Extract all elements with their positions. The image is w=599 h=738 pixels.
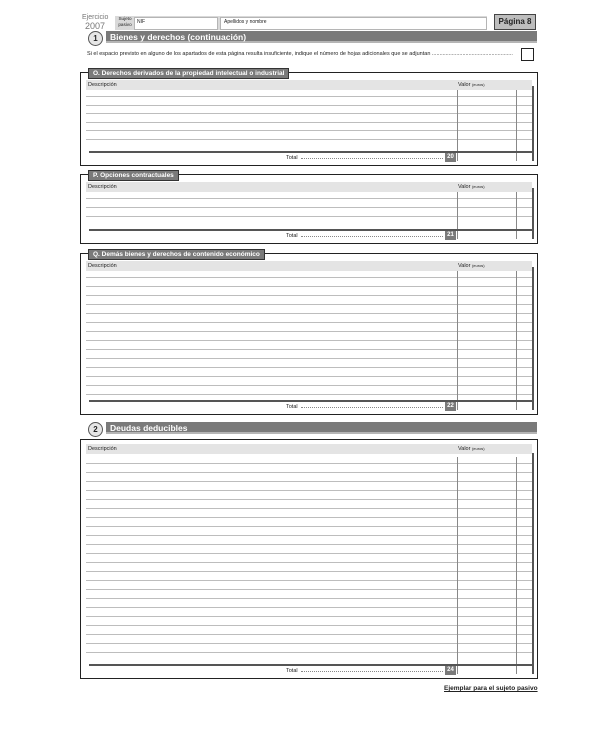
sujeto-pasivo-label: Sujeto pasivo: [118, 16, 132, 27]
entry-row-line: [86, 385, 532, 386]
entry-row-line: [86, 394, 532, 395]
entry-row-line: [86, 598, 532, 599]
section-2-title: Deudas deducibles: [106, 422, 537, 434]
entry-row-line: [86, 508, 532, 509]
page-number: Página 8: [494, 14, 536, 30]
value-column-edge: [532, 267, 534, 410]
section-2-header: [88, 422, 539, 436]
entry-row-line: [86, 367, 532, 368]
value-column-edge: [532, 453, 534, 674]
table-o-box-number: 20: [445, 153, 456, 162]
value-header: [458, 263, 485, 269]
entry-row-line: [86, 113, 532, 114]
debts-box-number: 24: [445, 666, 456, 675]
entry-row-line: [86, 340, 532, 341]
value-unit: (euros): [471, 446, 485, 451]
entry-row-line: [86, 277, 532, 278]
description-header: Descripción: [88, 184, 117, 190]
entry-row-line: [86, 526, 532, 527]
entry-row-line: [86, 207, 532, 208]
description-header: Descripción: [88, 263, 117, 269]
additional-sheets-notice: Si el espacio previsto en alguno de los apartados de esta página resulta insuficiente, indique el número de hojas adicionales que se adjuntan .....................................................: [87, 51, 513, 57]
name-label: Apellidos y nombre: [224, 19, 267, 25]
entry-row-line: [86, 130, 532, 131]
entry-row-line: [86, 322, 532, 323]
debts-total-label: Total: [286, 668, 298, 674]
entry-row-line: [86, 198, 532, 199]
value-column-divider: [457, 457, 458, 674]
entry-row-line: [86, 105, 532, 106]
table-q-panel: [80, 253, 538, 415]
table-p-total-leader: [301, 236, 443, 237]
section-2-number: 2: [88, 422, 103, 437]
value-header-text: Valor: [458, 446, 471, 452]
cents-column-divider: [516, 457, 517, 674]
entry-row-line: [86, 544, 532, 545]
debts-panel: [80, 439, 538, 679]
table-p-title: P. Opciones contractuales: [88, 170, 179, 181]
entry-row-line: [86, 580, 532, 581]
table-p-total-label: Total: [286, 233, 298, 239]
cents-column-divider: [516, 271, 517, 410]
entry-row-line: [86, 122, 532, 123]
table-o-panel: [80, 72, 538, 166]
entry-row-line: [86, 313, 532, 314]
table-q-box-number: 22: [445, 402, 456, 411]
entry-row-line: [86, 499, 532, 500]
debts-column-header: [86, 444, 532, 454]
additional-sheets-input[interactable]: [521, 48, 534, 61]
description-header: Descripción: [88, 82, 117, 88]
total-rule: [89, 400, 533, 402]
table-o-column-header: [86, 80, 532, 90]
cents-column-divider: [516, 192, 517, 239]
nif-label: NIF: [137, 19, 146, 25]
table-o-total-label: Total: [286, 155, 298, 161]
entry-row-line: [86, 625, 532, 626]
value-header-text: Valor: [458, 184, 471, 190]
value-header: [458, 184, 485, 190]
total-rule: [89, 229, 533, 231]
entry-row-line: [86, 331, 532, 332]
entry-row-line: [86, 589, 532, 590]
value-header: [458, 82, 485, 88]
ejercicio-label: Ejercicio: [82, 14, 109, 21]
entry-row-line: [86, 139, 532, 140]
table-p-box-number: 21: [445, 231, 456, 240]
entry-row-line: [86, 349, 532, 350]
value-column-divider: [457, 192, 458, 239]
copy-footer: Ejemplar para el sujeto pasivo: [444, 685, 538, 692]
total-rule: [89, 151, 533, 153]
year-label: 2007: [85, 21, 106, 31]
description-header: Descripción: [88, 446, 117, 452]
nif-field[interactable]: [134, 17, 218, 30]
entry-row-line: [86, 553, 532, 554]
value-column-edge: [532, 188, 534, 239]
entry-row-line: [86, 562, 532, 563]
table-q-title: Q. Demás bienes y derechos de contenido económico: [88, 249, 265, 260]
entry-row-line: [86, 472, 532, 473]
value-unit: (euros): [471, 184, 485, 189]
section-1-header: [88, 31, 539, 45]
value-header: [458, 446, 485, 452]
entry-row-line: [86, 463, 532, 464]
debts-total-leader: [301, 671, 443, 672]
value-column-divider: [457, 271, 458, 410]
entry-row-line: [86, 490, 532, 491]
entry-row-line: [86, 376, 532, 377]
table-o-total-leader: [301, 158, 443, 159]
entry-row-line: [86, 571, 532, 572]
entry-row-line: [86, 616, 532, 617]
entry-row-line: [86, 286, 532, 287]
table-q-total-leader: [301, 407, 443, 408]
value-header-text: Valor: [458, 82, 471, 88]
entry-row-line: [86, 295, 532, 296]
section-1-number: 1: [88, 31, 103, 46]
table-p-column-header: [86, 182, 532, 192]
table-p-panel: [80, 174, 538, 244]
table-q-total-label: Total: [286, 404, 298, 410]
entry-row-line: [86, 517, 532, 518]
value-unit: (euros): [471, 82, 485, 87]
value-column-edge: [532, 86, 534, 161]
entry-row-line: [86, 96, 532, 97]
entry-row-line: [86, 358, 532, 359]
value-unit: (euros): [471, 263, 485, 268]
entry-row-line: [86, 607, 532, 608]
table-q-column-header: [86, 261, 532, 271]
entry-row-line: [86, 304, 532, 305]
total-rule: [89, 664, 533, 666]
entry-row-line: [86, 652, 532, 653]
entry-row-line: [86, 634, 532, 635]
entry-row-line: [86, 481, 532, 482]
entry-row-line: [86, 643, 532, 644]
section-1-title: Bienes y derechos (continuación): [106, 31, 537, 43]
entry-row-line: [86, 216, 532, 217]
entry-row-line: [86, 535, 532, 536]
value-header-text: Valor: [458, 263, 471, 269]
table-o-title: O. Derechos derivados de la propiedad intelectual o industrial: [88, 68, 289, 79]
